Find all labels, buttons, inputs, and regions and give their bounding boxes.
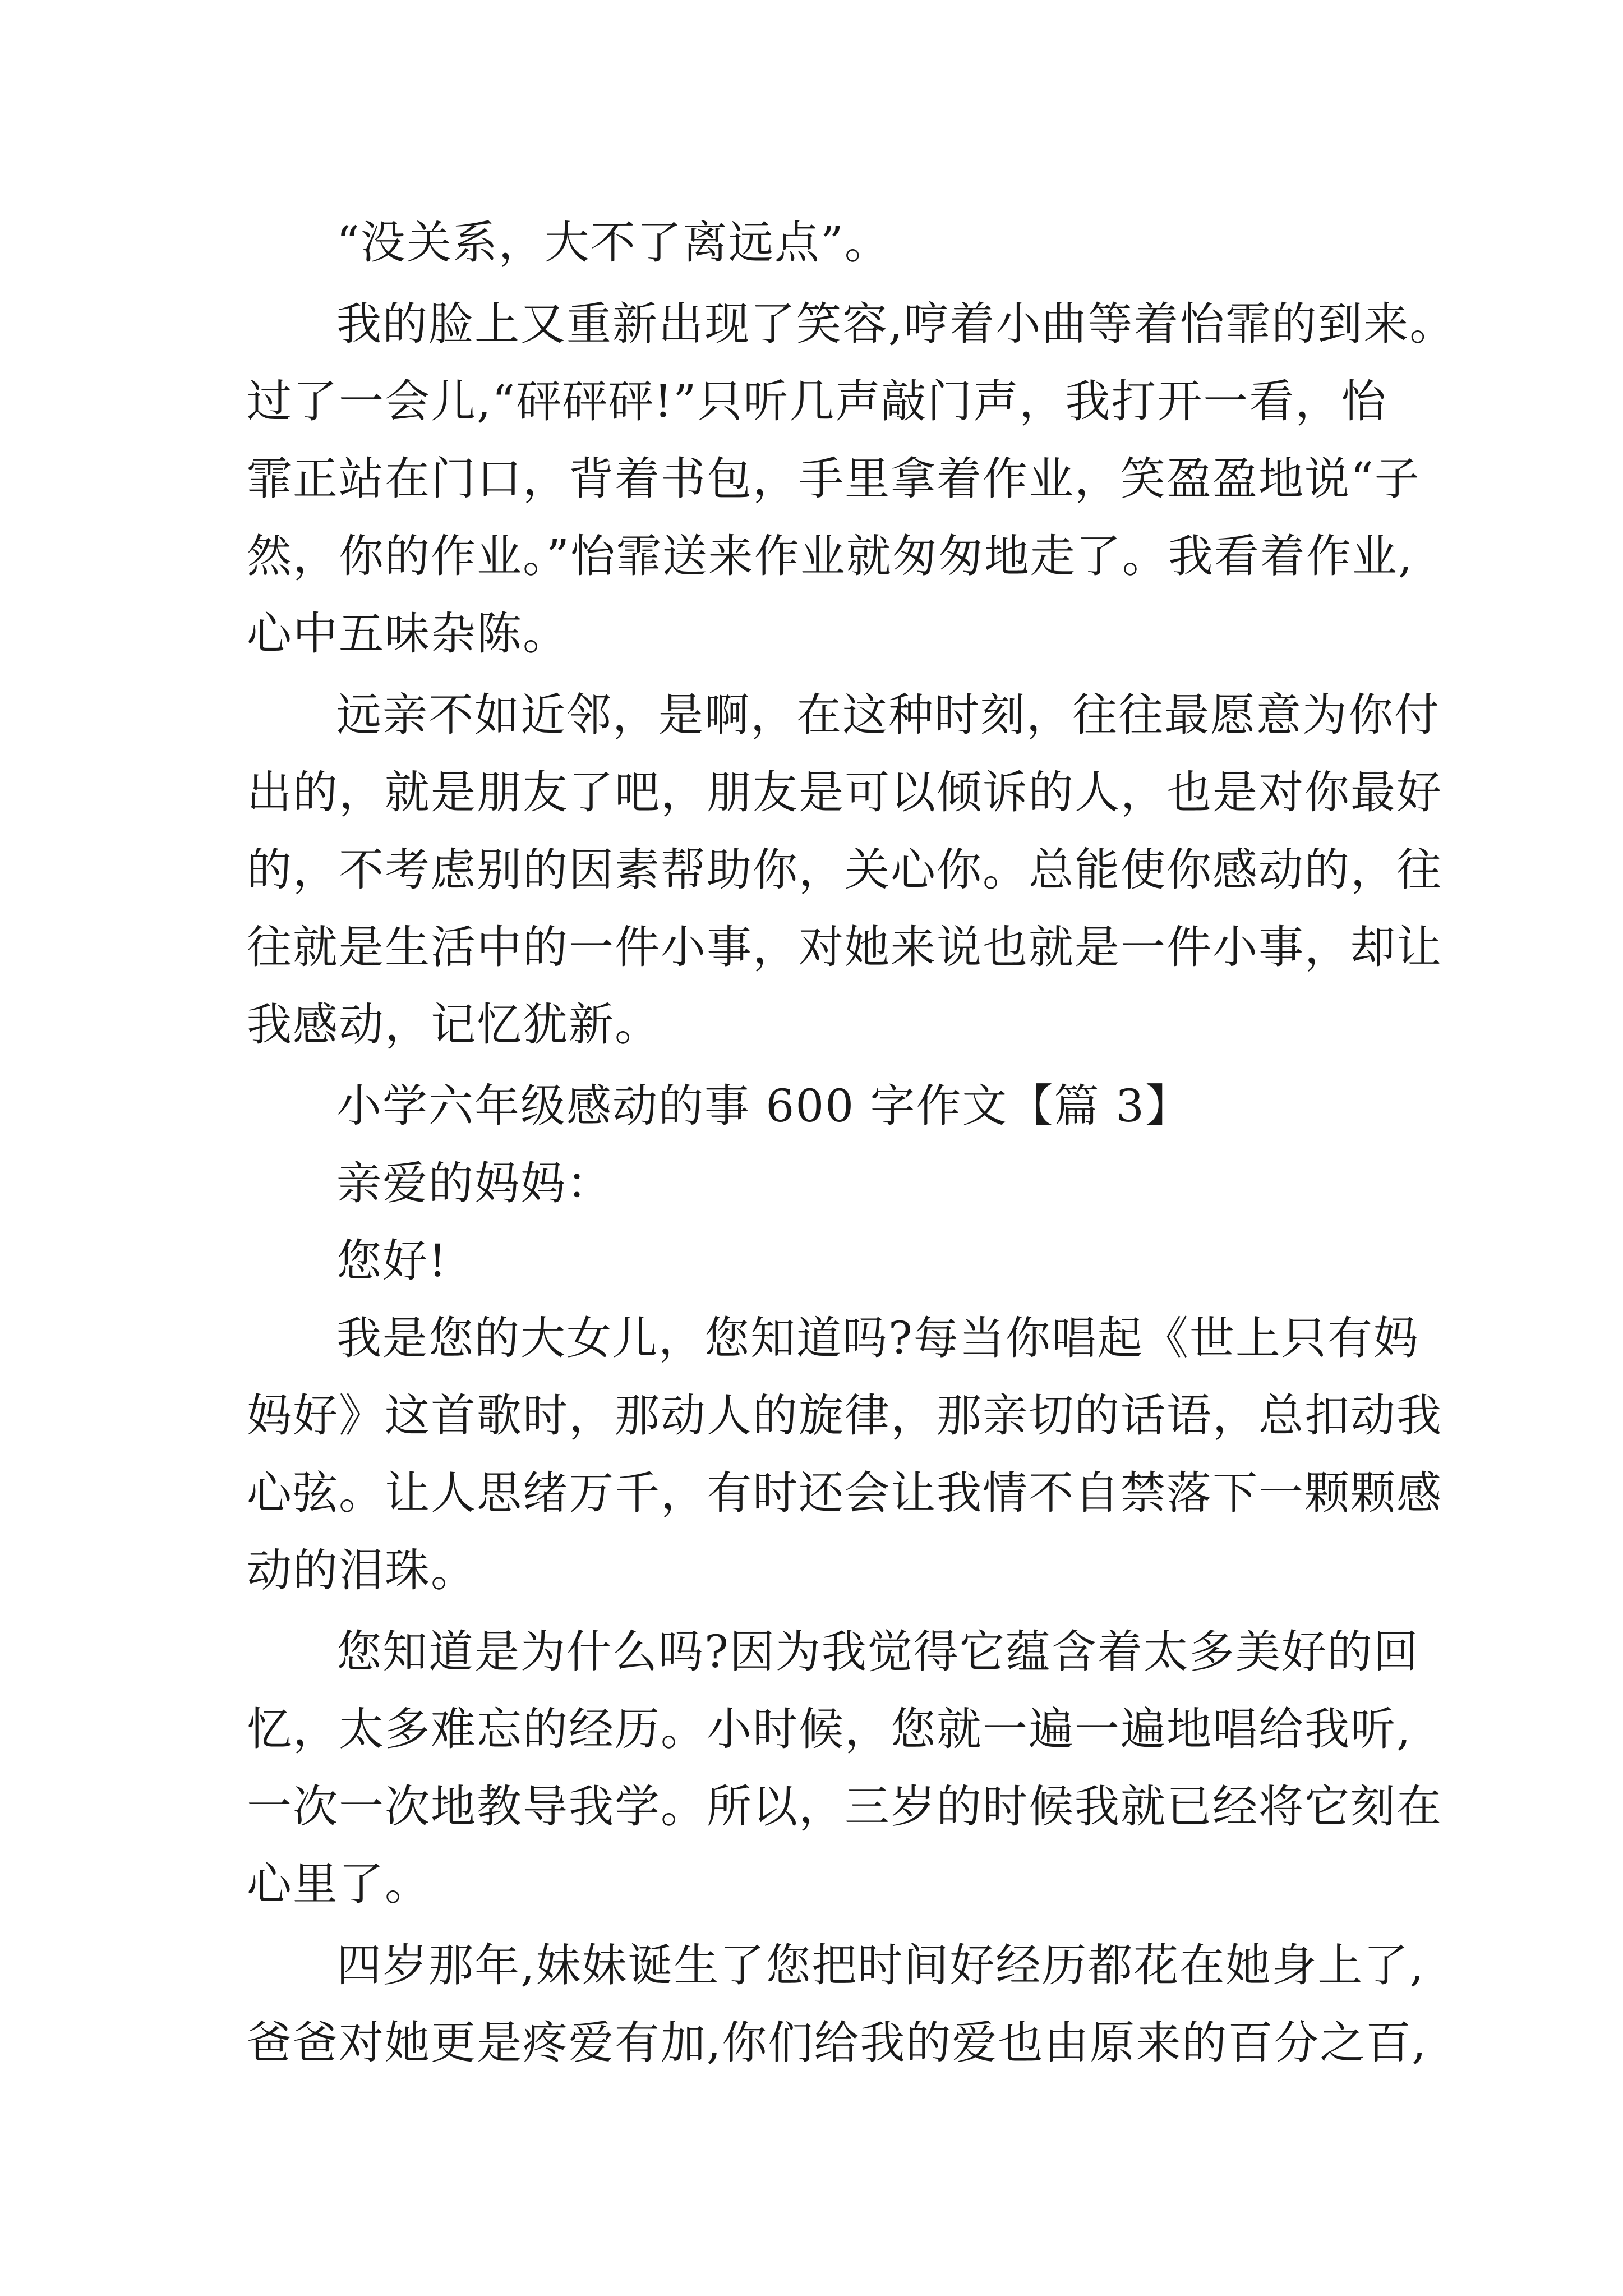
text-line: 心中五味杂陈。 xyxy=(247,608,569,660)
text-line: 然，你的作业。”怡霏送来作业就匆匆地走了。我看着作业, xyxy=(247,530,1414,582)
text-line: 四岁那年,妹妹诞生了您把时间好经历都花在她身上了, xyxy=(336,1939,1425,1991)
text-line: 动的泪珠。 xyxy=(247,1544,477,1596)
section-heading: 小学六年级感动的事 600 字作文【篇 3】 xyxy=(336,1080,1191,1132)
text-line: 您好! xyxy=(336,1235,448,1287)
text-line: 爸爸对她更是疼爱有加,你们给我的爱也由原来的百分之百, xyxy=(247,2017,1427,2069)
text-line: 心弦。让人思绪万千，有时还会让我情不自禁落下一颗颗感 xyxy=(247,1467,1442,1519)
text-line: 的，不考虑别的因素帮助你，关心你。总能使你感动的，往 xyxy=(247,844,1442,896)
text-line: 我感动，记忆犹新。 xyxy=(247,999,661,1051)
text-line: 霏正站在门口，背着书包，手里拿着作业，笑盈盈地说“子 xyxy=(247,453,1421,505)
text-line: 过了一会儿,“砰砰砰!”只听几声敲门声，我打开一看，怡 xyxy=(247,375,1387,427)
text-line: 妈好》这首歌时，那动人的旋律，那亲切的话语，总扣动我 xyxy=(247,1389,1442,1442)
text-line: 我是您的大女儿，您知道吗?每当你唱起《世上只有妈 xyxy=(336,1312,1419,1364)
text-line: 出的，就是朋友了吧，朋友是可以倾诉的人，也是对你最好 xyxy=(247,766,1442,818)
text-line: 远亲不如近邻，是啊，在这种时刻，往往最愿意为你付 xyxy=(336,689,1440,741)
text-line: 亲爱的妈妈： xyxy=(336,1157,612,1209)
text-line: 我的脸上又重新出现了笑容,哼着小曲等着怡霏的到来。 xyxy=(336,298,1456,350)
text-line: 忆，太多难忘的经历。小时候，您就一遍一遍地唱给我听, xyxy=(247,1703,1412,1755)
text-line: 一次一次地教导我学。所以，三岁的时候我就已经将它刻在 xyxy=(247,1780,1442,1833)
text-line: 心里了。 xyxy=(247,1858,431,1910)
text-line: 往就是生活中的一件小事，对她来说也就是一件小事，却让 xyxy=(247,921,1442,973)
text-line: “没关系，大不了离远点”。 xyxy=(336,217,891,269)
text-line: 您知道是为什么吗?因为我觉得它蕴含着太多美好的回 xyxy=(336,1626,1419,1678)
